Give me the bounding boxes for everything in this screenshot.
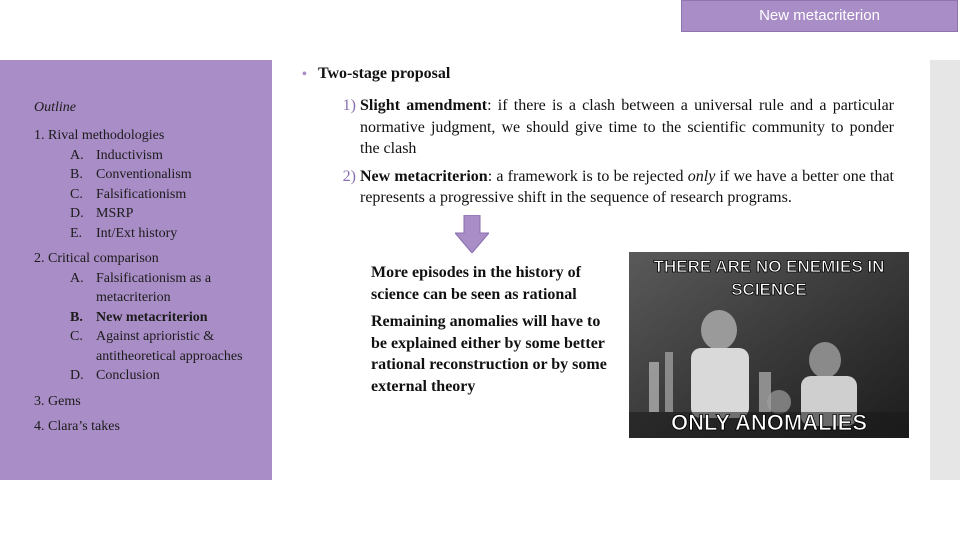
meme-top-text: THERE ARE NO ENEMIES IN — [653, 257, 885, 276]
bullet-dot-icon: • — [302, 67, 307, 82]
outline-item-text: Conventionalism — [96, 167, 192, 182]
outline-item-letter: D. — [70, 368, 84, 383]
proposal-number: 1) — [342, 97, 356, 114]
meme-top-text-line2: SCIENCE — [731, 280, 807, 299]
proposal-emphasis: only — [687, 167, 716, 185]
meme-image — [629, 252, 909, 438]
proposal-number: 2) — [342, 167, 356, 185]
outline-item — [34, 366, 264, 386]
proposal-text — [360, 166, 894, 209]
outline-section-3 — [34, 392, 264, 412]
outline-section-label: 2. Critical comparison — [34, 251, 159, 266]
proposal-term: Slight amendment — [360, 97, 488, 114]
outline-section-label: 3. Gems — [34, 393, 81, 409]
proposal-item-2 — [302, 166, 894, 209]
outline-item — [34, 165, 264, 185]
outline-item-letter: C. — [70, 186, 83, 202]
outline-section-label: 1. Rival methodologies — [34, 128, 165, 143]
outline-section-1 — [34, 126, 264, 243]
proposal-rest-before: : a framework is to be rejected — [487, 167, 688, 185]
proposal-text — [360, 95, 894, 160]
outline-title: Outline — [34, 100, 76, 115]
outline-item — [34, 204, 264, 224]
outline-item-letter: C. — [70, 329, 83, 344]
meme-bottom-text: ONLY ANOMALIES — [671, 410, 867, 435]
outline-item — [34, 224, 264, 244]
down-arrow-icon — [455, 215, 489, 253]
outline-item-letter: A. — [70, 147, 84, 163]
main-bullet-text: Two-stage proposal — [318, 65, 451, 82]
outline-item-text: Falsificationism — [96, 186, 187, 202]
outline-item-text: New metacriterion — [96, 309, 208, 325]
consequence-2: Remaining anomalies will have to be explained either by some better rational reconstruction or by some external theory — [371, 313, 607, 395]
main-content — [302, 65, 894, 209]
outline-panel — [34, 98, 264, 437]
proposal-term: New metacriterion — [360, 167, 488, 185]
consequences — [371, 262, 611, 403]
outline-section-4 — [34, 417, 264, 437]
outline-item-current — [34, 308, 264, 328]
consequence-1: More episodes in the history of science can be seen as rational — [371, 264, 581, 303]
proposal-rest-after: if we have a better one that represents a progressive shift in the sequence of research programs. — [360, 167, 895, 206]
outline-item — [34, 146, 264, 166]
outline-item — [34, 327, 264, 366]
right-gray-strip — [930, 60, 960, 480]
outline-item-letter: B. — [70, 167, 83, 182]
outline-section-label: 4. Clara’s takes — [34, 419, 120, 434]
outline-item-letter: D. — [70, 206, 84, 221]
outline-item-text: MSRP — [96, 206, 134, 221]
outline-section-2 — [34, 249, 264, 386]
outline-item-letter: A. — [70, 270, 84, 286]
proposal-rest: : if there is a clash between a universal rule and a particular normative judgment, we should give time to the scientific community to ponder the clash — [360, 97, 894, 157]
outline-item — [34, 269, 264, 308]
outline-item-text: Falsificationism as a metacriterion — [96, 270, 212, 305]
outline-item — [34, 185, 264, 205]
main-bullet — [302, 65, 894, 89]
outline-item-text: Conclusion — [96, 368, 160, 383]
outline-item-text: Against aprioristic & antitheoretical approaches — [96, 329, 243, 364]
header-title-tab: New metacriterion — [681, 0, 958, 32]
outline-item-letter: B. — [70, 309, 83, 325]
outline-item-letter: E. — [70, 225, 83, 241]
outline-item-text: Int/Ext history — [96, 225, 178, 241]
proposal-item-1 — [302, 95, 894, 160]
outline-item-text: Inductivism — [96, 147, 163, 163]
